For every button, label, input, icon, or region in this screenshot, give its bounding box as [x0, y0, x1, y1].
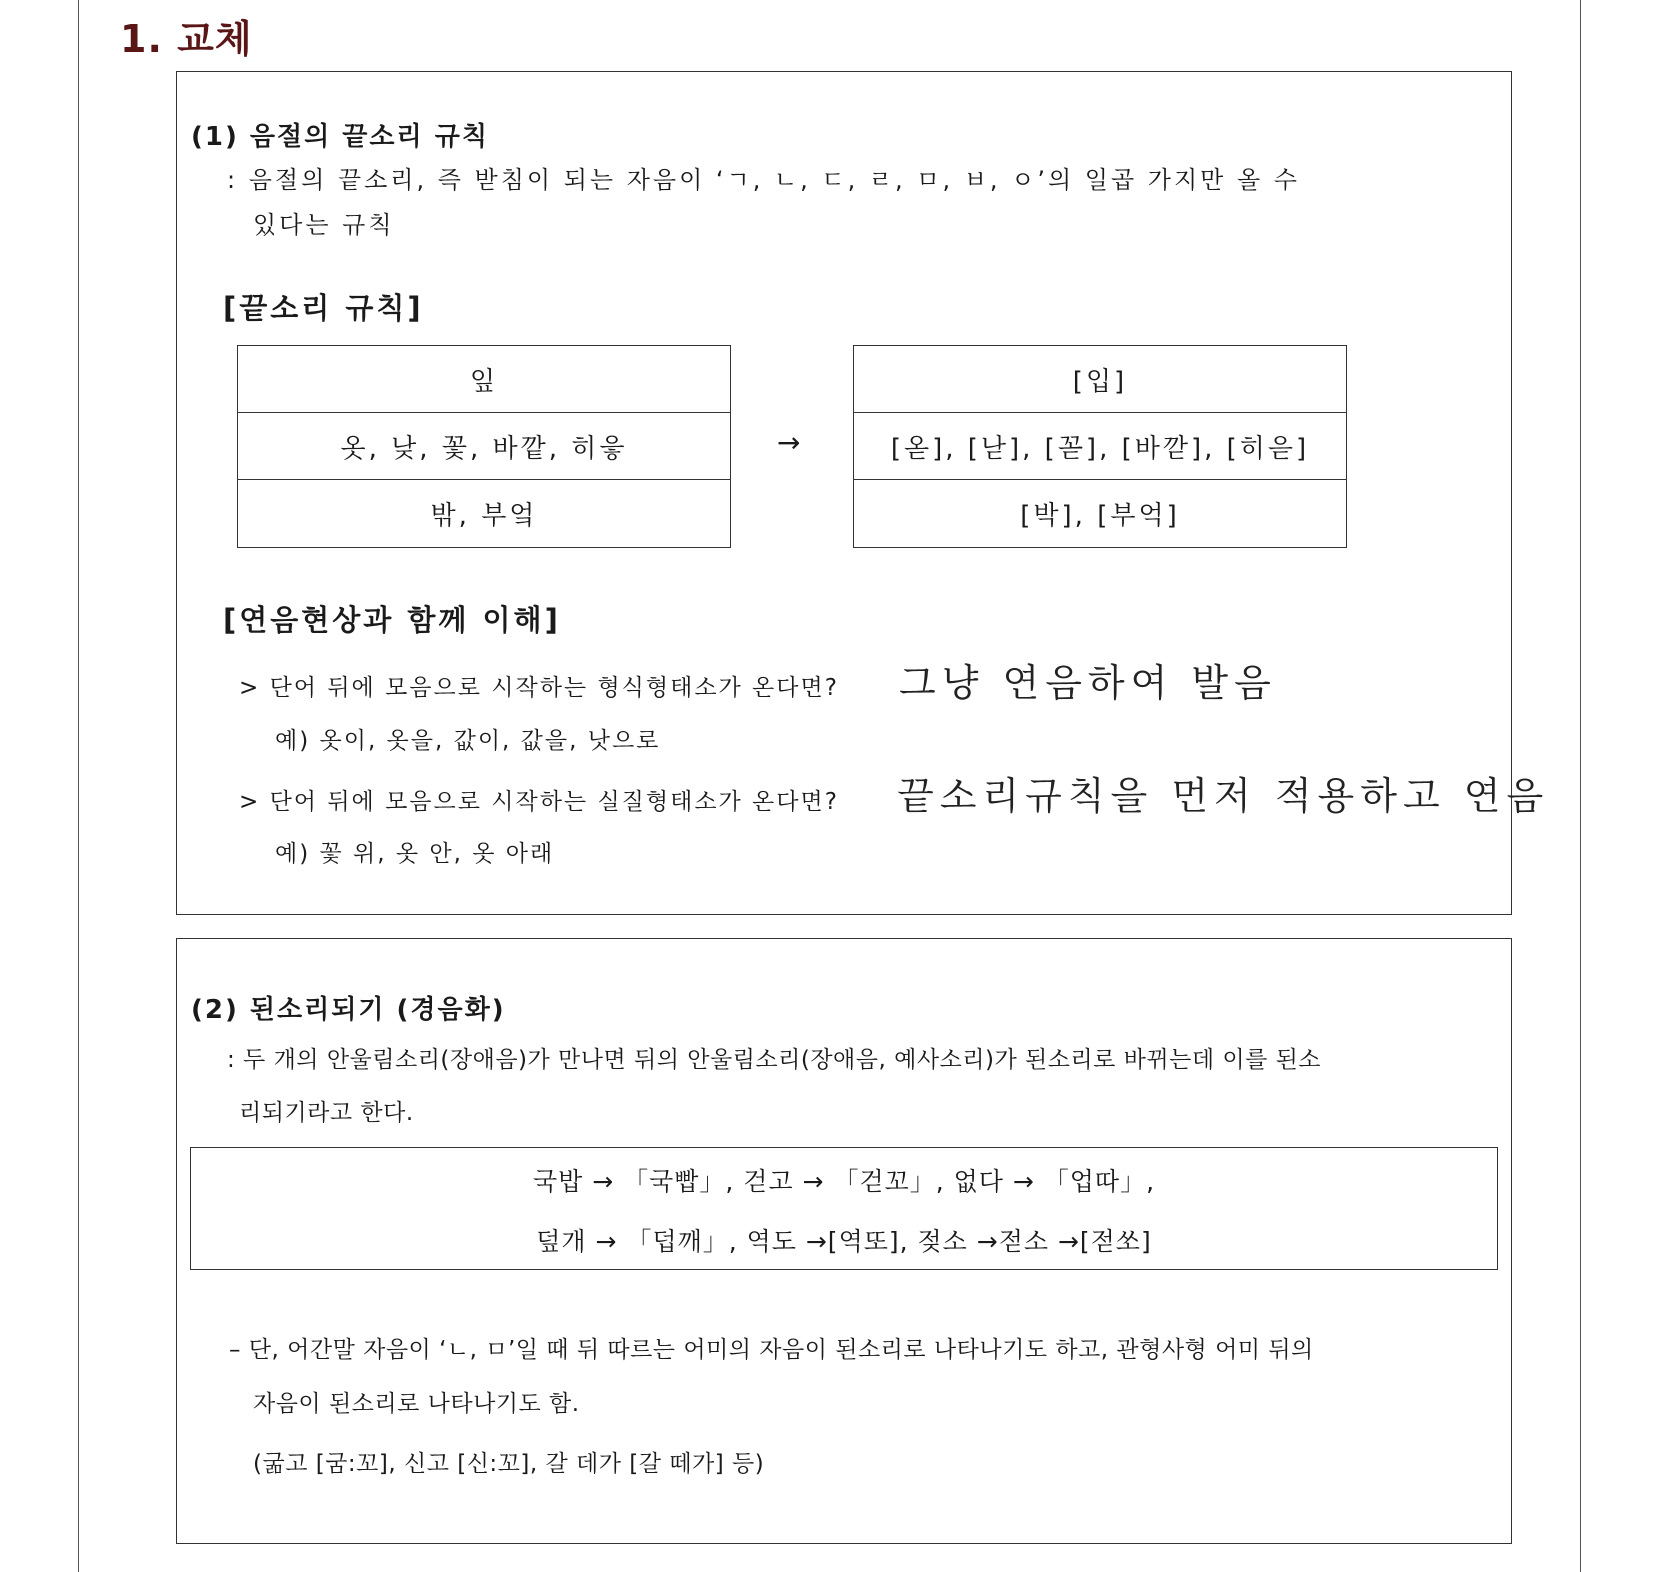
example-formal-morpheme: 예) 옷이, 옷을, 값이, 값을, 낫으로 — [275, 728, 661, 754]
section1-definition-line1: : 음절의 끝소리, 즉 받침이 되는 자음이 ‘ㄱ, ㄴ, ㄷ, ㄹ, ㅁ, ㅂ, ㅇ’의 일곱 가지만 올 수 — [227, 166, 1300, 194]
question-lexical-morpheme: > 단어 뒤에 모음으로 시작하는 실질형태소가 온다면? — [239, 789, 839, 815]
example-box — [190, 1147, 1498, 1270]
rule-table-after-row: [박], [부억] — [1020, 501, 1180, 531]
linking-heading: [연음현상과 함께 이해] — [223, 603, 561, 637]
section1-box — [176, 71, 1550, 915]
rule-table-before-row: 옷, 낮, 꽃, 바깥, 히읗 — [238, 413, 730, 480]
section2-definition-line2: 리되기라고 한다. — [239, 1100, 414, 1126]
example-lexical-morpheme: 예) 꽃 위, 옷 안, 옷 아래 — [275, 841, 555, 867]
rule-table-after-row: [입] — [854, 346, 1346, 413]
section2-title: (2) 된소리되기 (경음화) — [191, 995, 506, 1025]
section1-title: (1) 음절의 끝소리 규칙 — [191, 122, 489, 152]
note-line2: 자음이 된소리로 나타나기도 함. — [253, 1391, 580, 1417]
section1-definition-line2: 있다는 규칙 — [253, 211, 395, 239]
rule-table-after — [853, 345, 1347, 548]
rule-heading: [끝소리 규칙] — [223, 291, 424, 325]
page-left-border — [78, 0, 79, 1572]
rule-table-before-row: 밖, 부엌 — [430, 501, 538, 531]
answer-formal-morpheme: 그냥 연음하여 발음 — [899, 661, 1277, 705]
note-line1: – 단, 어간말 자음이 ‘ㄴ, ㅁ’일 때 뒤 따르는 어미의 자음이 된소리로 나타나기도 하고, 관형사형 어미 뒤의 — [229, 1337, 1314, 1363]
note-line3: (굶고 [굼:꼬], 신고 [신:꼬], 갈 데가 [갈 떼가] 등) — [253, 1451, 765, 1477]
rule-table-before-row: 잎 — [238, 346, 730, 413]
page-title: 1. 교체 — [120, 17, 253, 61]
question-formal-morpheme: > 단어 뒤에 모음으로 시작하는 형식형태소가 온다면? — [239, 675, 839, 701]
rule-table-before — [237, 345, 731, 548]
example-line: 국밥 → 「국빱」, 걷고 → 「걷꼬」, 없다 → 「업따」, — [532, 1167, 1156, 1196]
example-line: 덮개 → 「덥깨」, 역도 →[역또], 젖소 →젇소 →[젇쏘] — [536, 1227, 1152, 1256]
page-right-border — [1580, 0, 1581, 1572]
section2-definition-line1: : 두 개의 안울림소리(장애음)가 만나면 뒤의 안울림소리(장애음, 예사소리)가 된소리로 바뀌는데 이를 된소 — [227, 1047, 1322, 1073]
section2-box — [176, 938, 1512, 1544]
rule-table-after-row: [옫], [낟], [꼳], [바깓], [히읃] — [854, 413, 1346, 480]
arrow-icon: → — [777, 426, 801, 459]
answer-lexical-morpheme: 끝소리규칙을 먼저 적용하고 연음 — [897, 774, 1550, 818]
